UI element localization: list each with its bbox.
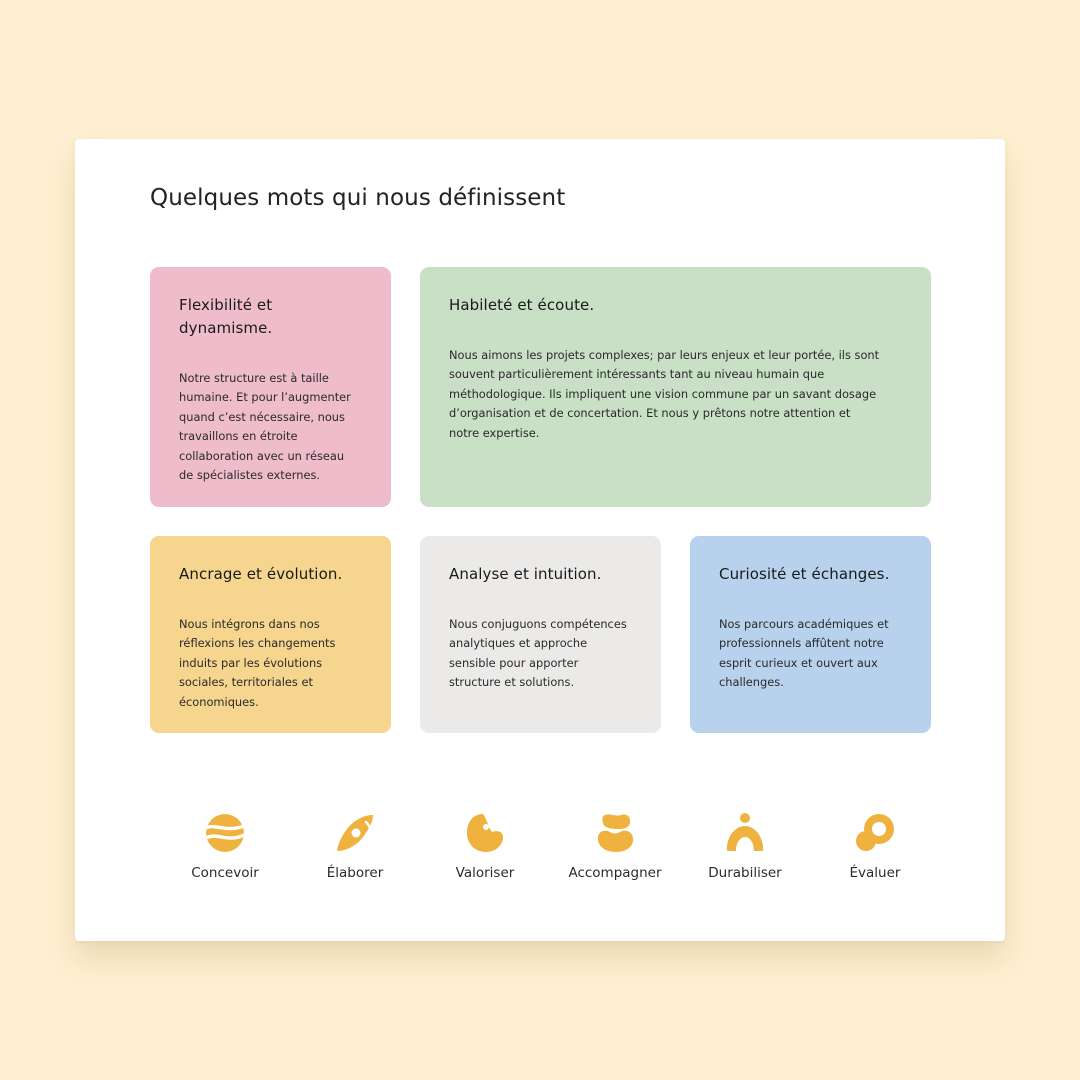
step-durabiliser [680, 811, 810, 881]
step-label: Durabiliser [708, 865, 782, 881]
accompagner-icon [593, 811, 637, 855]
tile-title: Curiosité et échanges. [719, 565, 890, 583]
elaborer-icon [333, 811, 377, 855]
tile-title: Analyse et intuition. [449, 565, 602, 583]
step-label: Élaborer [326, 865, 384, 881]
tile-analyse [420, 536, 661, 733]
tile-text: Nous aimons les projets complexes; par leurs enjeux et leur portée, ils sont souvent particulièrement intéressants tant au niveau humain que méthodologique. Ils impliquent une vision commune par un savant dosage d’organisation et de concertation. Et nous y prêtons notre attention et notre expertise. [449, 348, 880, 440]
tile-text: Nous conjuguons compétences analytiques et approche sensible pour apporter structure et solutions. [449, 617, 627, 690]
tile-title: Flexibilité et dynamisme. [179, 296, 273, 337]
tile-title: Ancrage et évolution. [179, 565, 343, 583]
step-label: Évaluer [849, 865, 901, 881]
evaluer-icon [853, 811, 897, 855]
step-valoriser [420, 811, 550, 881]
step-accompagner [550, 811, 680, 881]
process-steps [150, 811, 930, 891]
step-elaborer [290, 811, 420, 881]
section-title: Quelques mots qui nous définissent [150, 185, 566, 211]
step-evaluer [810, 811, 940, 881]
valoriser-icon [463, 811, 507, 855]
tile-text: Notre structure est à taille humaine. Et pour l’augmenter quand c’est nécessaire, nous travaillons en étroite collaboration avec un réseau de spécialistes externes. [179, 371, 351, 483]
concevoir-icon [203, 811, 247, 855]
step-label: Valoriser [455, 865, 515, 881]
step-concevoir [160, 811, 290, 881]
tile-flexibilite [150, 267, 391, 507]
tile-title: Habileté et écoute. [449, 296, 595, 314]
values-card [75, 139, 1005, 941]
step-label: Accompagner [568, 865, 662, 881]
tile-curiosite [690, 536, 931, 733]
tile-habilete [420, 267, 931, 507]
durabiliser-icon [723, 811, 767, 855]
tile-ancrage [150, 536, 391, 733]
tile-text: Nous intégrons dans nos réflexions les changements induits par les évolutions sociales, territoriales et économiques. [179, 617, 336, 709]
tile-text: Nos parcours académiques et professionnels affûtent notre esprit curieux et ouvert aux challenges. [719, 617, 889, 690]
step-label: Concevoir [191, 865, 259, 881]
